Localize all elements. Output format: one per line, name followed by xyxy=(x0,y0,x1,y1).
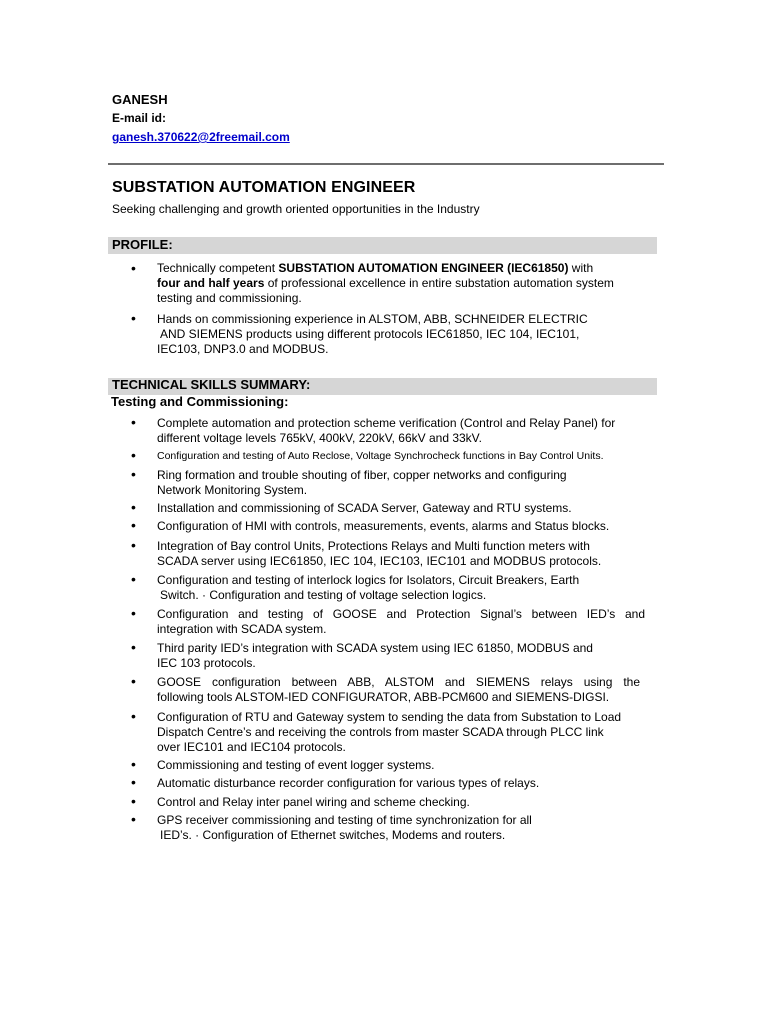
bullet-icon: • xyxy=(131,811,136,827)
bullet-icon: • xyxy=(131,605,136,621)
skill-item-text: Configuration and testing of interlock logics for Isolators, Circuit Breakers, Earth Switch. · Configuration and testing of voltage selection logics. xyxy=(157,573,580,602)
email-label: E-mail id: xyxy=(112,111,167,125)
bullet-icon: • xyxy=(131,537,136,553)
skill-item-text: Configuration and testing of Auto Reclose, Voltage Synchrocheck functions in Bay Control Units. xyxy=(157,450,604,462)
skill-item-text: Configuration of HMI with controls, measurements, events, alarms and Status blocks. xyxy=(157,519,610,533)
bullet-icon: • xyxy=(131,517,136,533)
profile-item-text: Hands on commissioning experience in ALSTOM, ABB, SCHNEIDER ELECTRIC AND SIEMENS products using different protocols IEC61850, IEC 104, IEC101, IEC103, DNP3.0 and MODBUS. xyxy=(157,312,588,356)
skill-item-text: GOOSE configuration between ABB, ALSTOM and SIEMENS relays using the following tools ALSTOM-IED CONFIGURATOR, ABB-PCM600 and SIEMENS-DIGSI. xyxy=(157,675,640,704)
bullet-icon: • xyxy=(131,414,136,430)
bullet-icon: • xyxy=(131,708,136,724)
skill-item-text: Control and Relay inter panel wiring and scheme checking. xyxy=(157,795,470,809)
skill-item-text: Integration of Bay control Units, Protections Relays and Multi function meters with SCADA server using IEC61850, IEC 104, IEC103, IEC101 and MODBUS protocols. xyxy=(157,539,602,568)
bullet-icon: • xyxy=(131,447,136,463)
skill-item-text: Automatic disturbance recorder configuration for various types of relays. xyxy=(157,776,540,790)
skill-item-text: Installation and commissioning of SCADA Server, Gateway and RTU systems. xyxy=(157,501,572,515)
candidate-name: GANESH xyxy=(112,92,168,107)
bullet-icon: • xyxy=(131,793,136,809)
bullet-icon: • xyxy=(131,499,136,515)
skill-item-text: Configuration and testing of GOOSE and Protection Signal’s between IED’s and integration with SCADA system. xyxy=(157,607,645,636)
skill-item-text: Ring formation and trouble shouting of fiber, copper networks and configuring Network Monitoring System. xyxy=(157,468,567,497)
skill-item-text: Configuration of RTU and Gateway system to sending the data from Substation to Load Dispatch Centre’s and receiving the controls from master SCADA through PLCC link over IEC101 and IEC104 protocols. xyxy=(157,710,622,754)
skill-item-text: GPS receiver commissioning and testing of time synchronization for all IED’s. · Configuration of Ethernet switches, Modems and routers. xyxy=(157,813,532,842)
career-objective: Seeking challenging and growth oriented opportunities in the Industry xyxy=(112,202,480,216)
bullet-icon: • xyxy=(131,260,136,276)
bullet-icon: • xyxy=(131,673,136,689)
email-link[interactable]: ganesh.370622@2freemail.com xyxy=(112,130,290,144)
bullet-icon: • xyxy=(131,466,136,482)
job-title: SUBSTATION AUTOMATION ENGINEER xyxy=(112,179,416,196)
profile-section-bar xyxy=(108,237,657,254)
skill-item-text: Complete automation and protection scheme verification (Control and Relay Panel) for different voltage levels 765kV, 400kV, 220kV, 66kV and 33kV. xyxy=(157,416,616,445)
bullet-icon: • xyxy=(131,774,136,790)
bullet-icon: • xyxy=(131,310,136,326)
bullet-icon: • xyxy=(131,639,136,655)
skills-subheading: Testing and Commissioning: xyxy=(111,394,289,409)
skills-heading: TECHNICAL SKILLS SUMMARY: xyxy=(112,377,311,392)
bullet-icon: • xyxy=(131,571,136,587)
profile-heading: PROFILE: xyxy=(112,237,173,252)
skill-item-text: Commissioning and testing of event logger systems. xyxy=(157,758,435,772)
header-divider xyxy=(108,163,664,165)
bullet-icon: • xyxy=(131,756,136,772)
skill-item-text: Third parity IED’s integration with SCADA system using IEC 61850, MODBUS and IEC 103 protocols. xyxy=(157,641,593,670)
profile-item-text: Technically competent SUBSTATION AUTOMATION ENGINEER (IEC61850) with four and half years of professional excellence in entire substation automation system testing and commissioning. xyxy=(157,261,614,305)
